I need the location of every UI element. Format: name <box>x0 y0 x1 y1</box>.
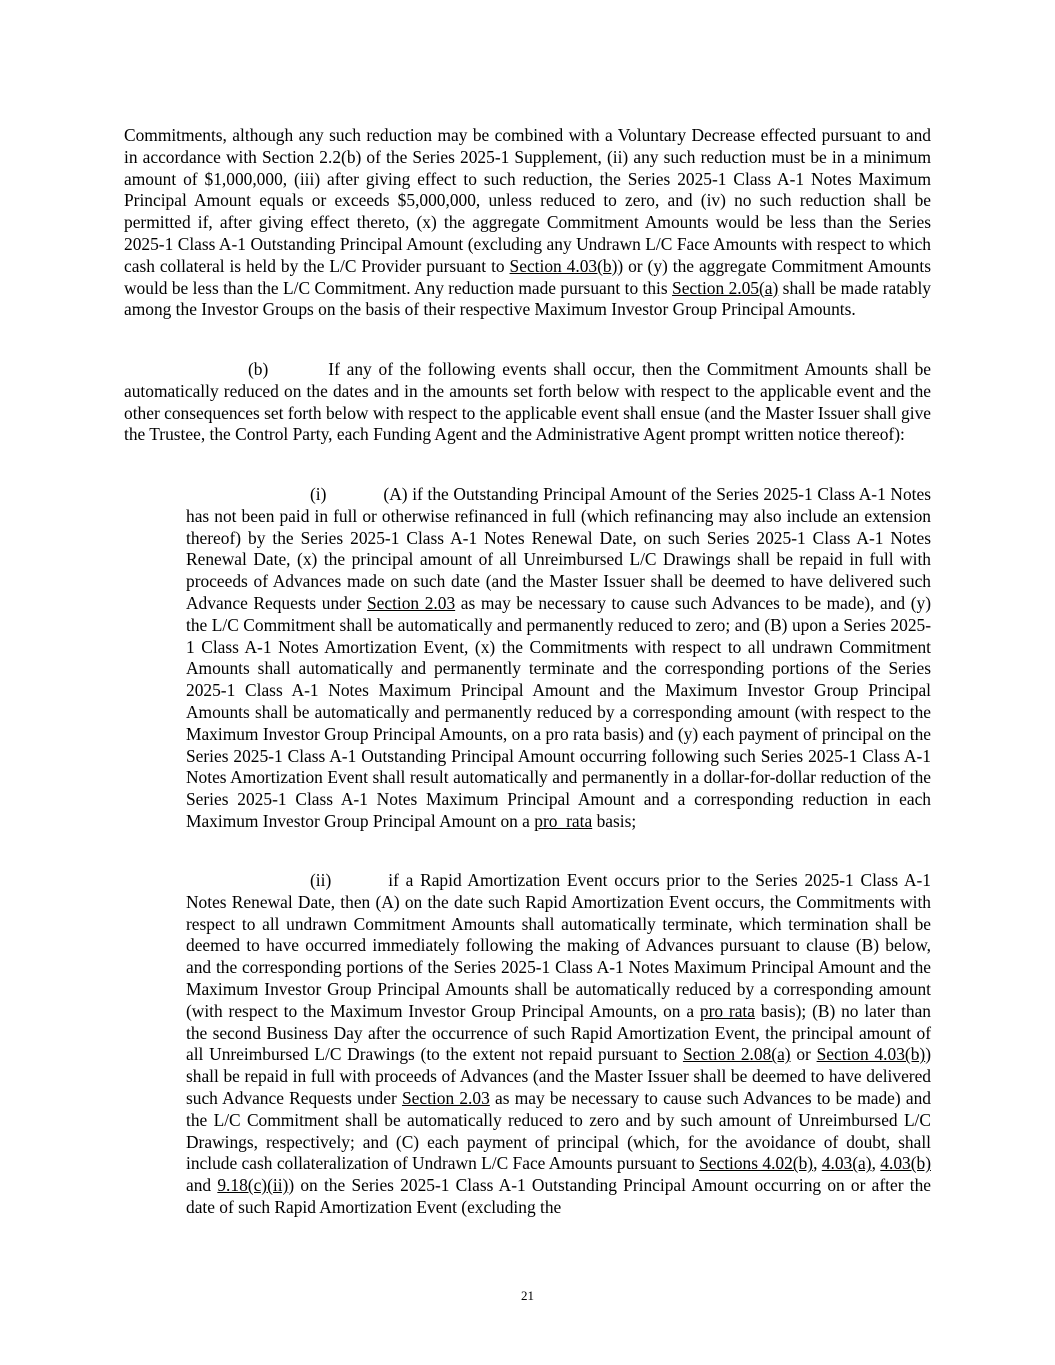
text: as may be necessary to cause such Advances to be made) and the L/C Commitment shall be automatically reduced to zero and by such amount of Unreimbursed L/C Drawings, respectively; and (C) each payment of principal (which, for the avoidance of doubt, shall include cash collateralization of Undrawn L/C Face Amounts pursuant to <box>186 1087 931 1174</box>
text: ) on the Series 2025-1 Class A-1 Outstanding Principal Amount occurring on or after the date of such Rapid Amortization Event (excluding the <box>186 1175 931 1217</box>
text: , <box>813 1153 822 1174</box>
text: as may be necessary to cause such Advances to be made), and (y) the L/C Commitment shall be automatically and permanently reduced to zero; and (B) upon a Series 2025-1 Class A-1 Notes Amortization Event, (x) the Commitments with respect to all undrawn Commitment Amounts shall automatically and permanently terminate and the corresponding portions of the Series 2025-1 Class A-1 Notes Maximum Principal Amount and the Maximum Investor Group Principal Amounts shall be automatically and permanently reduced by a corresponding amount (with respect to the Maximum Investor Group Principal Amounts, on a pro rata basis) and (y) each payment of principal on the Series 2025-1 Class A-1 Outstanding Principal Amount occurring following such Series 2025-1 Class A-1 Notes Amortization Event shall result automatically and permanently in a dollar-for-dollar reduction of the Series 2025-1 Class A-1 Notes Maximum Principal Amount and a corresponding reduction in each Maximum Investor Group Principal Amount on a <box>186 592 931 831</box>
section-reference: Section 2.08(a) <box>682 1044 791 1065</box>
text: , <box>871 1153 881 1174</box>
clause-marker-ii: (ii) <box>310 870 332 890</box>
text: if a Rapid Amortization Event occurs prior to the Series 2025-1 Class A-1 Notes Renewal Date, then (A) on the date such Rapid Amortization Event occurs, the Commitments with respect to all undrawn Commitment Amounts shall automatically terminate, which termination shall be deemed to have occurred immediately following the making of Advances pursuant to clause (B) below, and the corresponding portions of the Series 2025-1 Class A-1 Notes Maximum Principal Amount and the Maximum Investor Group Principal Amounts shall be automatically reduced by a corresponding amount (with respect to the Maximum Investor Group Principal Amounts, on a <box>186 870 931 1021</box>
section-reference: Section 4.03(b) <box>509 255 618 276</box>
section-reference: Section 2.03 <box>401 1087 490 1108</box>
text: ) or (y) the aggregate Commitment Amounts would be less than the L/C Commitment. Any reduction made pursuant to this <box>124 255 931 298</box>
text: or <box>790 1044 817 1065</box>
clause-marker-i: (i) <box>310 484 327 504</box>
paragraph-b-automatic-reduction <box>124 359 931 446</box>
section-reference: Section 4.03(b) <box>816 1044 926 1065</box>
section-reference: 4.03(b) <box>880 1153 931 1174</box>
pro-rata-reference: pro rata <box>534 810 593 831</box>
text: Commitments, although any such reduction may be combined with a Voluntary Decrease effected pursuant to and in accordance with Section 2.2(b) of the Series 2025-1 Supplement, (ii) any such reduction must be in a minimum amount of $1,000,000, (iii) after giving effect to such reduction, the Series 2025-1 Class A-1 Notes Maximum Principal Amount equals or exceeds $5,000,000, unless reduced to zero, and (iv) no such reduction shall be permitted if, after giving effect thereto, (x) the aggregate Commitment Amounts would be less than the Series 2025-1 Class A-1 Outstanding Principal Amount (excluding any Undrawn L/C Face Amounts with respect to which cash collateral is held by the L/C Provider pursuant to <box>124 125 931 276</box>
section-reference: 9.18(c)(ii) <box>217 1175 289 1196</box>
text: basis; <box>592 810 637 831</box>
paragraph-commitments-reduction <box>124 125 931 321</box>
clause-marker-b: (b) <box>248 359 269 379</box>
section-reference: Section 2.05(a) <box>672 277 779 298</box>
text: ) shall be repaid in full with proceeds of Advances (and the Master Issuer shall be deemed to have delivered such Advance Requests under <box>186 1044 931 1108</box>
text: If any of the following events shall occur, then the Commitment Amounts shall be automatically reduced on the dates and in the amounts set forth below with respect to the applicable event and the other consequences set forth below with respect to the applicable event shall ensue (and the Master Issuer shall give the Trustee, the Control Party, each Funding Agent and the Administrative Agent prompt written notice thereof): <box>124 359 931 445</box>
section-reference: 4.03(a) <box>821 1153 872 1174</box>
text: (A) if the Outstanding Principal Amount of the Series 2025-1 Class A-1 Notes has not been paid in full or otherwise refinanced in full (which refinancing may also include an extension thereof) by the Series 2025-1 Class A-1 Notes Renewal Date, on such Series 2025-1 Class A-1 Notes Renewal Date, (x) the principal amount of all Unreimbursed L/C Drawings shall be repaid in full with proceeds of Advances made on such date (and the Master Issuer shall be deemed to have delivered such Advance Requests under <box>186 484 931 613</box>
section-reference: Sections 4.02(b) <box>699 1153 814 1174</box>
pro-rata-reference: pro rata <box>699 1000 755 1021</box>
text: basis); (B) no later than the second Business Day after the occurrence of such Rapid Amortization Event, the principal amount of all Unreimbursed L/C Drawings (to the extent not repaid pursuant to <box>186 1000 932 1065</box>
text: shall be made ratably among the Investor Groups on the basis of their respective Maximum Investor Group Principal Amounts. <box>124 277 931 320</box>
text: and <box>186 1175 218 1196</box>
page-number: 21 <box>521 1288 534 1303</box>
section-reference: Section 2.03 <box>366 592 456 613</box>
paragraph-i-renewal-date <box>186 484 931 833</box>
paragraph-ii-rapid-amortization <box>186 870 931 1219</box>
